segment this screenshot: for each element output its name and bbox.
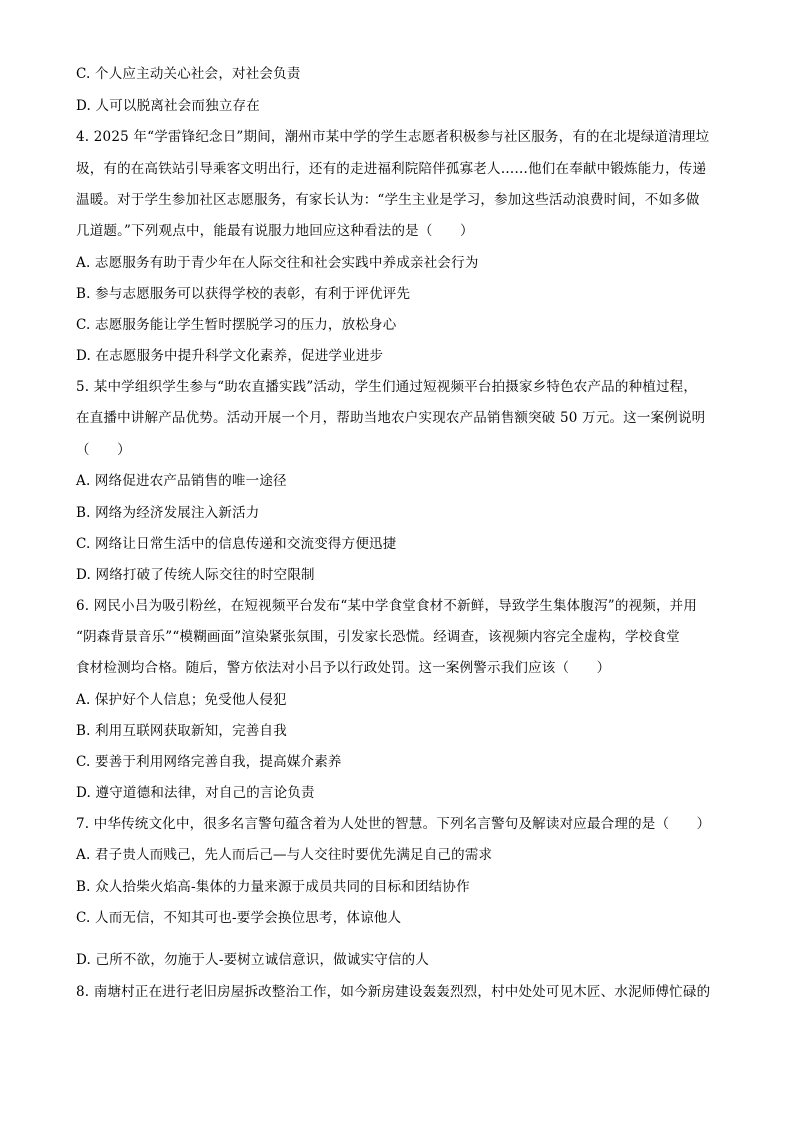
question-5-line-2: 在直播中讲解产品优势。活动开展一个月，帮助当地农户实现农产品销售额突破 50 万元。这一案例说明 bbox=[76, 410, 706, 426]
question-6-line-1: 6. 网民小吕为吸引粉丝，在短视频平台发布“某中学食堂食材不新鲜，导致学生集体腹泻”的视频，并用 bbox=[76, 598, 698, 614]
question-6-line-2: “阴森背景音乐”“模糊画面”渲染紧张氛围，引发家长恐慌。经调查，该视频内容完全虚构，学校食堂 bbox=[76, 629, 680, 645]
option-b-q6: B. 利用互联网获取新知，完善自我 bbox=[76, 723, 287, 739]
option-a-q6: A. 保护好个人信息；免受他人侵犯 bbox=[76, 692, 287, 708]
option-c-q3: C. 个人应主动关心社会，对社会负责 bbox=[76, 66, 301, 82]
question-5-line-3: （ ） bbox=[76, 442, 131, 458]
option-d-q6: D. 遵守道德和法律，对自己的言论负责 bbox=[76, 785, 315, 801]
option-b-q5: B. 网络为经济发展注入新活力 bbox=[76, 505, 260, 521]
question-6-line-3: 食材检测均合格。随后，警方依法对小吕予以行政处罚。这一案例警示我们应该（ ） bbox=[76, 660, 611, 676]
option-b-q7: B. 众人拾柴火焰高-集体的力量来源于成员共同的目标和团结协作 bbox=[76, 879, 470, 895]
option-c-q7: C. 人而无信，不知其可也-要学会换位思考，体谅他人 bbox=[76, 910, 402, 926]
option-c-q6: C. 要善于利用网络完善自我，提高媒介素养 bbox=[76, 754, 342, 770]
option-d-q3: D. 人可以脱离社会而独立存在 bbox=[76, 98, 260, 114]
option-d-q5: D. 网络打破了传统人际交往的时空限制 bbox=[76, 567, 315, 583]
option-a-q5: A. 网络促进农产品销售的唯一途径 bbox=[76, 473, 287, 489]
option-a-q4: A. 志愿服务有助于青少年在人际交往和社会实践中养成亲社会行为 bbox=[76, 255, 479, 271]
question-4-line-1: 4. 2025 年“学雷锋纪念日”期间，潮州市某中学的学生志愿者积极参与社区服务，有的在北堤绿道清理垃 bbox=[76, 129, 710, 145]
option-c-q4: C. 志愿服务能让学生暂时摆脱学习的压力，放松身心 bbox=[76, 317, 397, 333]
question-4-line-4: 几道题。”下列观点中，能最有说服力地回应这种看法的是（ ） bbox=[76, 223, 474, 239]
option-d-q4: D. 在志愿服务中提升科学文化素养，促进学业进步 bbox=[76, 348, 384, 364]
question-4-line-3: 温暖。对于学生参加社区志愿服务，有家长认为：“学生主业是学习，参加这些活动浪费时间，不如多做 bbox=[76, 192, 700, 208]
question-8-line-1: 8. 南塘村正在进行老旧房屋拆改整治工作，如今新房建设轰轰烈烈，村中处处可见木匠、水泥师傅忙碌的 bbox=[76, 984, 711, 1000]
question-4-line-2: 圾，有的在高铁站引导乘客文明出行，还有的走进福利院陪伴孤寡老人……他们在奉献中锻炼能力，传递 bbox=[76, 161, 707, 177]
option-a-q7: A. 君子贵人而贱己，先人而后己—与人交往时要优先满足自己的需求 bbox=[76, 847, 493, 863]
option-b-q4: B. 参与志愿服务可以获得学校的表彰，有利于评优评先 bbox=[76, 286, 411, 302]
option-d-q7: D. 己所不欲，勿施于人-要树立诚信意识，做诚实守信的人 bbox=[76, 952, 430, 968]
option-c-q5: C. 网络让日常生活中的信息传递和交流变得方便迅捷 bbox=[76, 536, 397, 552]
question-5-line-1: 5. 某中学组织学生参与“助农直播实践”活动，学生们通过短视频平台拍摄家乡特色农产品的种植过程， bbox=[76, 379, 698, 395]
question-7-line-1: 7. 中华传统文化中，很多名言警句蕴含着为人处世的智慧。下列名言警句及解读对应最合理的是（ ） bbox=[76, 816, 711, 832]
